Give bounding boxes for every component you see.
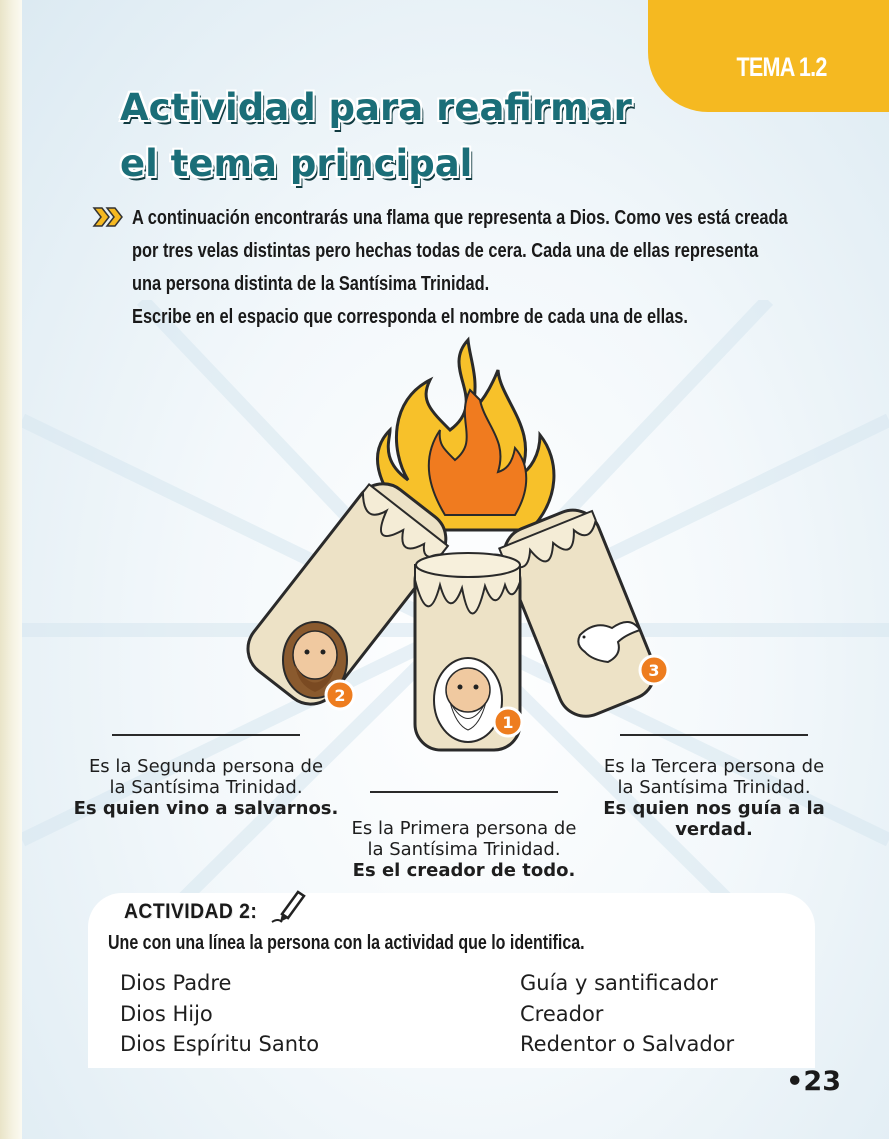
title-line-1: Actividad para reafirmar: [120, 86, 632, 129]
activity-title: ACTIVIDAD 2:: [124, 900, 258, 923]
match-item-right[interactable]: Guía y santificador: [520, 971, 718, 995]
desc-line: la Santísima Trinidad.: [109, 777, 303, 798]
badge-3: [640, 656, 668, 684]
page-spine: [0, 0, 22, 1139]
answer-blank-tercera[interactable]: [620, 734, 808, 736]
double-chevron-icon: [92, 205, 126, 229]
description-primera: [330, 818, 598, 881]
answer-blank-primera[interactable]: [370, 791, 558, 793]
match-item-right[interactable]: Creador: [520, 1001, 604, 1026]
page-number-value: 23: [803, 1066, 841, 1097]
activities-column: [520, 968, 734, 1060]
desc-line: Es la Segunda persona de: [88, 756, 324, 777]
desc-line: Es la Primera persona de: [351, 818, 577, 839]
activity-instruction: Une con una línea la persona con la actividad que lo identifica.: [108, 932, 585, 954]
tema-tab: [648, 0, 889, 112]
description-tercera: [580, 756, 848, 840]
answer-blank-segunda[interactable]: [112, 734, 300, 736]
desc-bold: Es el creador de todo.: [352, 860, 576, 881]
badge-label: 2: [334, 686, 346, 705]
desc-line: la Santísima Trinidad.: [617, 777, 811, 798]
page-title: [120, 80, 640, 192]
match-item-left[interactable]: Dios Hijo: [120, 1001, 213, 1026]
instruction-line: A continuación encontrarás una flama que representa a Dios. Como ves está creada: [132, 207, 788, 229]
description-segunda: [70, 756, 342, 819]
desc-bold: Es quien nos guía a la: [603, 798, 825, 819]
match-item-right[interactable]: Redentor o Salvador: [520, 1032, 735, 1056]
desc-bold: Es quien vino a salvarnos.: [73, 798, 339, 819]
badge-label: 1: [502, 713, 514, 732]
desc-line: la Santísima Trinidad.: [367, 839, 561, 860]
instructions: [132, 202, 804, 334]
trinity-candles-illustration: [240, 330, 680, 760]
title-line-2: el tema principal: [120, 142, 473, 185]
bullet-icon: •: [786, 1066, 804, 1097]
page-number: [786, 1066, 841, 1097]
father-face-icon: [434, 658, 502, 742]
instruction-line: por tres velas distintas pero hechas todas de cera. Cada una de ellas representa: [132, 240, 759, 262]
instruction-line: Escribe en el espacio que corresponda el nombre de cada una de ellas.: [132, 306, 688, 328]
match-item-left[interactable]: Dios Padre: [120, 971, 232, 995]
badge-2: [326, 681, 354, 709]
badge-1: [494, 708, 522, 736]
tema-label: TEMA 1.2: [736, 52, 827, 82]
desc-bold: verdad.: [675, 819, 753, 840]
persons-column: [120, 968, 319, 1060]
desc-line: Es la Tercera persona de: [603, 756, 825, 777]
instruction-line: una persona distinta de la Santísima Trinidad.: [132, 273, 490, 295]
badge-label: 3: [648, 661, 660, 680]
match-item-left[interactable]: Dios Espíritu Santo: [120, 1032, 320, 1056]
pencil-icon: [268, 886, 308, 926]
